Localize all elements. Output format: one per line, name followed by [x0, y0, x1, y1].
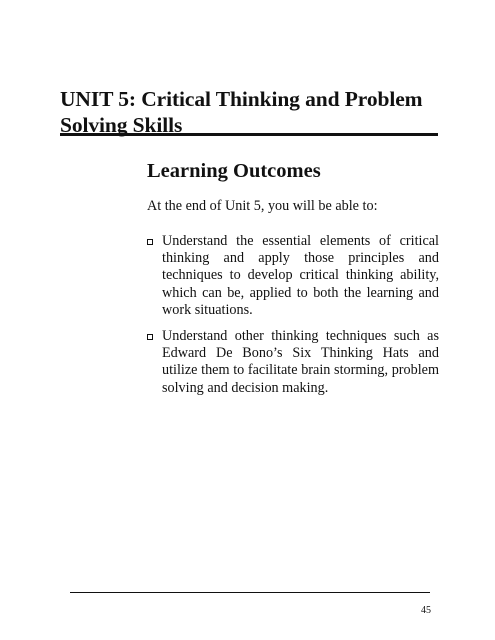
square-bullet-icon — [147, 239, 153, 245]
learning-outcome-text: Understand the essential elements of critical thinking and apply those principles and techniques to develop critical thinking ability, which can be, applied to both the learning and work situations. — [162, 233, 439, 318]
intro-text: At the end of Unit 5, you will be able to: — [147, 198, 378, 214]
footer-divider — [70, 592, 430, 593]
learning-outcome-text: Understand other thinking techniques such as Edward De Bono’s Six Thinking Hats and utilize them to facilitate brain storming, problem solving and decision making. — [162, 328, 439, 396]
section-heading: Learning Outcomes — [147, 160, 321, 182]
learning-outcome-item — [147, 233, 439, 319]
title-divider — [60, 133, 438, 136]
learning-outcomes-list — [147, 233, 439, 406]
unit-title: UNIT 5: Critical Thinking and Problem Solving Skills — [60, 87, 423, 137]
page-number: 45 — [421, 605, 431, 616]
learning-outcome-item — [147, 328, 439, 397]
square-bullet-icon — [147, 334, 153, 340]
